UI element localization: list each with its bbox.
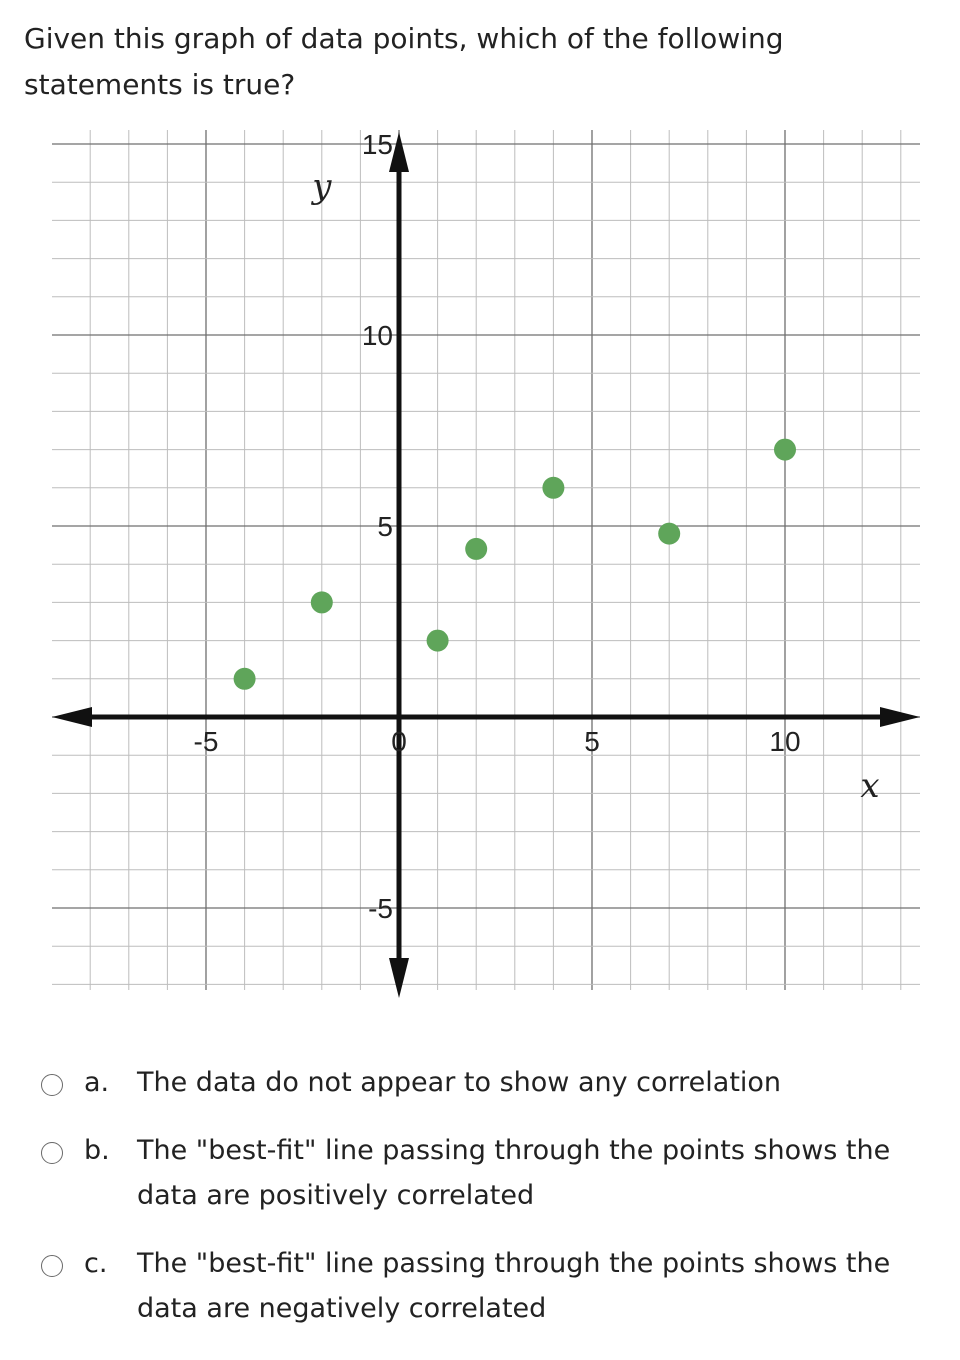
option-c-letter: c. (84, 1248, 108, 1279)
data-point (465, 538, 487, 560)
data-point (234, 668, 256, 690)
y-axis-label: y (312, 166, 332, 207)
x-axis-arrow-right (880, 707, 920, 727)
x-tick-label: 0 (391, 726, 407, 757)
scatter-chart (0, 120, 960, 1020)
x-tick-label: -5 (193, 726, 219, 757)
y-tick-label: 15 (361, 129, 393, 160)
axes (52, 132, 920, 998)
option-b-letter: b. (84, 1135, 110, 1166)
grid (52, 130, 920, 990)
radio-a[interactable] (41, 1074, 63, 1096)
question-text: Given this graph of data points, which of the following statements is true? (24, 22, 784, 101)
data-point (542, 477, 564, 499)
y-tick-label: -5 (368, 893, 393, 924)
option-c-text: The "best-fit" line passing through the points shows the data are negatively correlated (137, 1248, 891, 1324)
radio-b[interactable] (41, 1142, 63, 1164)
data-point (311, 591, 333, 613)
y-axis-arrow-down (389, 958, 409, 998)
y-tick-label: 5 (377, 511, 393, 542)
y-tick-label: 10 (361, 320, 393, 351)
x-tick-label: 10 (769, 726, 801, 757)
option-b-text: The "best-fit" line passing through the points shows the data are positively correlated (137, 1135, 891, 1211)
x-axis-label: x (860, 766, 880, 807)
data-point (427, 630, 449, 652)
data-point (658, 523, 680, 545)
x-axis-arrow-left (52, 707, 92, 727)
option-a-text: The data do not appear to show any correlation (137, 1067, 782, 1098)
data-point (774, 439, 796, 461)
radio-c[interactable] (41, 1255, 63, 1277)
option-a-letter: a. (84, 1067, 110, 1098)
x-tick-label: 5 (584, 726, 600, 757)
